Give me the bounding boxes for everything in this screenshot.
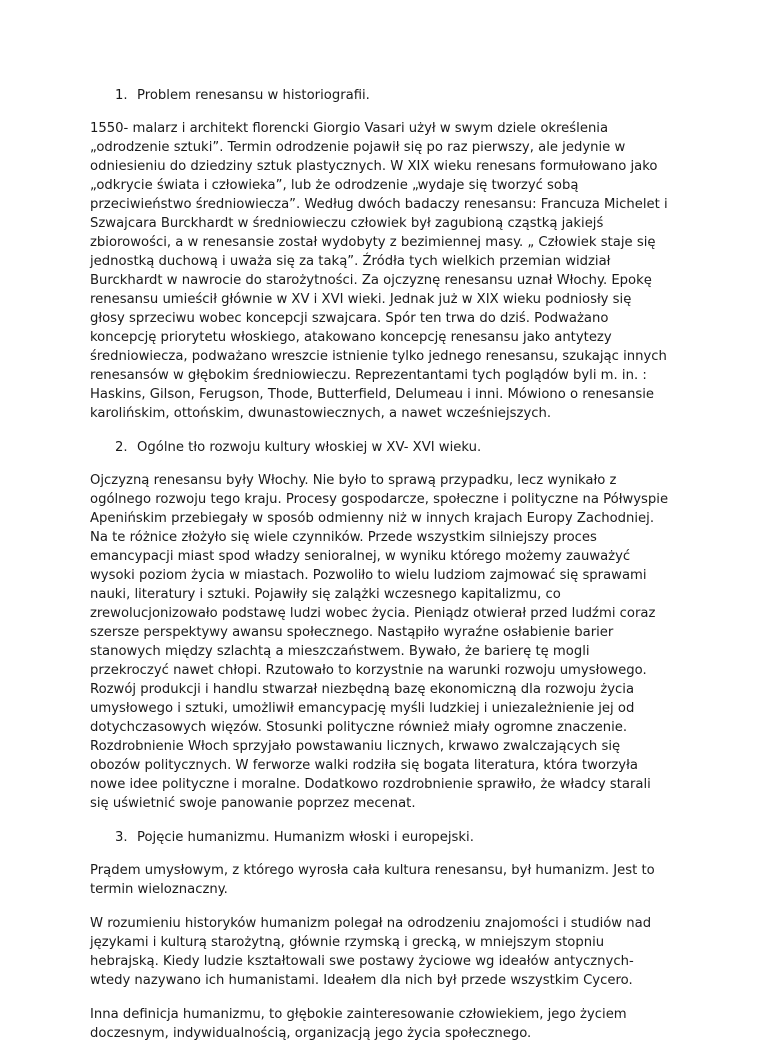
paragraph: Inna definicja humanizmu, to głębokie zainteresowanie człowiekiem, jego życiem doczesnym, indywidualnością, organizacją jego życia społecznego. bbox=[90, 1007, 627, 1041]
section-number: 2. bbox=[115, 440, 128, 455]
section-heading-1 bbox=[90, 86, 670, 105]
paragraph: Ojczyzną renesansu były Włochy. Nie było to sprawą przypadku, lecz wynikało z ogólnego rozwoju tego kraju. Procesy gospodarcze, społeczne i polityczne na Półwyspie Apenińskim przebiegały w sposób odmienny niż w innych krajach Europy Zachodniej. Na te różnice złożyło się wiele czynników. Przede wszystkim silniejszy proces emancypacji miast spod władzy senioralnej, w wyniku którego możemy zauważyć wysoki poziom życia w miastach. Pozwoliło to wielu ludziom zajmować się sprawami nauki, literatury i sztuki. Pojawiły się zalążki wczesnego kapitalizmu, co zrewolucjonizowało podstawę ludzi wobec życia. Pieniądz otwierał przed ludźmi coraz szersze perspektywy awansu społecznego. Nastąpiło wyraźne osłabienie barier stanowych między szlachtą a mieszczaństwem. Bywało, że barierę tę mogli przekroczyć nawet chłopi. Rzutowało to korzystnie na warunki rozwoju umysłowego. Rozwój produkcji i handlu stwarzał niezbędną bazę ekonomiczną dla rozwoju życia umysłowego i sztuki, umożliwił emancypację myśli ludzkiej i uniezależnienie jej od dotychczasowych więzów. Stosunki polityczne również miały ogromne znaczenie. Rozdrobnienie Włoch sprzyjało powstawaniu licznych, krwawo zwalczających się obozów politycznych. W ferworze walki rodziła się bogata literatura, która tworzyła nowe idee polityczne i moralne. Dodatkowo rozdrobnienie sprawiło, że władcy starali się uświetnić swoje panowanie poprzez mecenat. bbox=[90, 473, 669, 811]
document-page bbox=[90, 86, 670, 1058]
paragraph: Prądem umysłowym, z którego wyrosła cała kultura renesansu, był humanizm. Jest to termin wieloznaczny. bbox=[90, 863, 655, 897]
paragraph: 1550- malarz i architekt florencki Giorgio Vasari użył w swym dziele określenia „odrodzenie sztuki”. Termin odrodzenie pojawił się po raz pierwszy, ale jedynie w odniesieniu do dziedziny sztuk plastycznych. W XIX wieku renesans formułowano jako „odkrycie świata i człowieka”, lub że odrodzenie „wydaje się tworzyć sobą przeciwieństwo średniowiecza”. Według dwóch badaczy renesansu: Francuza Michelet i Szwajcara Burckhardt w średniowieczu człowiek był zagubioną cząstką jakiejś zbiorowości, a w renesansie został wydobyty z bezimiennej masy. „ Człowiek staje się jednostką duchową i uważa się za taką”. Źródła tych wielkich przemian widział Burckhardt w nawrocie do starożytności. Za ojczyznę renesansu uznał Włochy. Epokę renesansu umieścił głównie w XV i XVI wieki. Jednak już w XIX wieku podniosły się głosy sprzeciwu wobec koncepcji szwajcara. Spór ten trwa do dziś. Podważano koncepcję priorytetu włoskiego, atakowano koncepcję renesansu jako antytezy średniowiecza, podważano wreszcie istnienie tylko jednego renesansu, szukając innych renesansów w głębokim średniowieczu. Reprezentantami tych poglądów byli m. in. : Haskins, Gilson, Ferugson, Thode, Butterfield, Delumeau i inni. Mówiono o renesansie karolińskim, ottońskim, dwunastowiecznych, a nawet wcześniejszych. bbox=[90, 121, 668, 421]
paragraph: W rozumieniu historyków humanizm polegał na odrodzeniu znajomości i studiów nad językami i kulturą starożytną, głównie rzymską i grecką, w mniejszym stopniu hebrajską. Kiedy ludzie kształtowali swe postawy życiowe wg ideałów antycznych- wtedy nazywano ich humanistami. Ideałem dla nich był przede wszystkim Cycero. bbox=[90, 916, 652, 988]
section-number: 1. bbox=[115, 88, 128, 103]
section-heading-3 bbox=[90, 828, 670, 847]
section-heading-2 bbox=[90, 438, 670, 457]
section-number: 3. bbox=[115, 830, 128, 845]
section-title: Ogólne tło rozwoju kultury włoskiej w XV- XVI wieku. bbox=[137, 440, 482, 455]
section-title: Problem renesansu w historiografii. bbox=[137, 88, 370, 103]
section-title: Pojęcie humanizmu. Humanizm włoski i europejski. bbox=[137, 830, 474, 845]
